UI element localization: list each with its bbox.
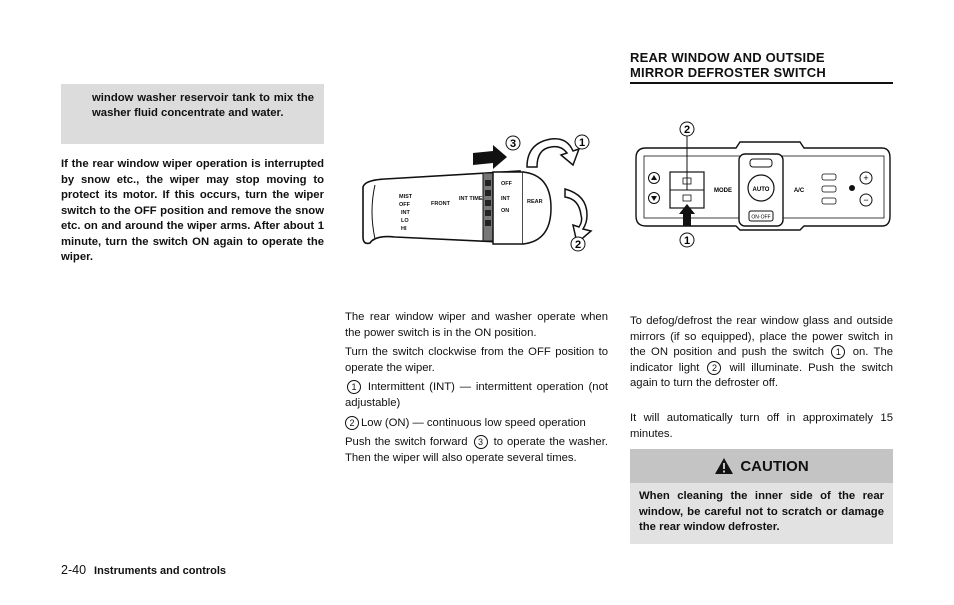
section-title-line-2: MIRROR DEFROSTER SWITCH	[630, 65, 826, 80]
section-title	[630, 50, 893, 80]
rear-wiper-item-2	[345, 416, 608, 432]
caution-text: When cleaning the inner side of the rear window, be careful not to scratch or damage the rear window defroster.	[639, 490, 884, 533]
ac-label: A/C	[793, 188, 805, 194]
item-2-number: 2	[345, 416, 359, 430]
label-int-rear: INT	[501, 196, 510, 202]
rear-wiper-para-2: Turn the switch clockwise from the OFF position to operate the wiper.	[345, 346, 608, 374]
rear-wiper-item-1	[345, 380, 608, 411]
para1-number-2: 2	[707, 361, 721, 375]
note-text: window washer reservoir tank to mix the washer fluid concentrate and water.	[92, 92, 314, 120]
label-off: OFF	[399, 202, 410, 208]
item-1-text: Intermittent (INT) — intermittent operation (not adjustable)	[345, 381, 609, 409]
para3-end: to operate the washer. Then the wiper will also operate several times.	[345, 436, 608, 464]
label-int: INT	[401, 210, 410, 216]
label-hi: HI	[401, 226, 407, 232]
label-rear: REAR	[527, 199, 543, 205]
rear-wiper-para-3	[345, 435, 608, 466]
footer-section: Instruments and controls	[94, 565, 227, 577]
auto-label: AUTO	[752, 187, 770, 193]
title-rule	[630, 82, 893, 84]
label-front: FRONT	[431, 201, 450, 207]
label-on-rear: ON	[501, 208, 510, 214]
rear-wiper-para-1: The rear window wiper and washer operate when the power switch is in the ON position.	[345, 311, 608, 339]
mode-label: MODE	[714, 188, 732, 194]
page-footer	[61, 563, 226, 577]
label-lo: LO	[401, 218, 409, 224]
svg-text:+: +	[863, 173, 869, 183]
defroster-panel-figure	[632, 118, 894, 252]
item-2-text: Low (ON) — continuous low speed operation	[361, 417, 586, 429]
wiper-switch-figure	[355, 125, 605, 275]
defroster-para-2: It will automatically turn off in approximately 15 minutes.	[630, 412, 893, 440]
svg-text:−: −	[863, 195, 869, 205]
para1-number-1: 1	[831, 345, 845, 359]
label-off-rear: OFF	[501, 181, 512, 187]
para1-part-a: To defog/defrost the rear window glass and outside mirrors (if so equipped), place the power switch in the ON position and push the switch	[630, 315, 893, 358]
callout-1: 1	[578, 137, 586, 149]
rotate-arrow-2	[565, 189, 591, 243]
para3-start: Push the switch forward	[345, 436, 468, 448]
defroster-para-1	[630, 314, 893, 392]
caution-label: CAUTION	[740, 457, 809, 475]
callout-2: 2	[574, 239, 582, 251]
push-arrow	[473, 145, 507, 169]
callout-2-defrost: 2	[683, 124, 691, 136]
rotate-arrow-1	[527, 139, 579, 167]
para1-part-b: on. The indicator light	[630, 346, 894, 374]
wiper-snow-warning: If the rear window wiper operation is interrupted by snow etc., the wiper may stop moving to protect its motor. If this occurs, turn the wiper switch to the OFF position and remove the snow etc. on and around the wiper arms. After about 1 minute, turn the switch ON again to operate the wiper.	[61, 158, 324, 263]
para3-number: 3	[474, 435, 488, 449]
label-int-time: INT TIME	[459, 196, 483, 202]
onoff-label: ON·OFF	[751, 214, 771, 221]
callout-3: 3	[509, 138, 517, 150]
caution-header	[630, 449, 893, 483]
label-mist: MIST	[399, 194, 413, 200]
warning-icon	[714, 457, 734, 475]
page-number: 2-40	[61, 563, 87, 577]
section-title-line-1: REAR WINDOW AND OUTSIDE	[630, 50, 825, 65]
item-1-number: 1	[347, 380, 361, 394]
para1-part-c: will illuminate. Push the switch again to turn the defroster off.	[630, 361, 894, 389]
callout-1-defrost: 1	[683, 235, 691, 247]
